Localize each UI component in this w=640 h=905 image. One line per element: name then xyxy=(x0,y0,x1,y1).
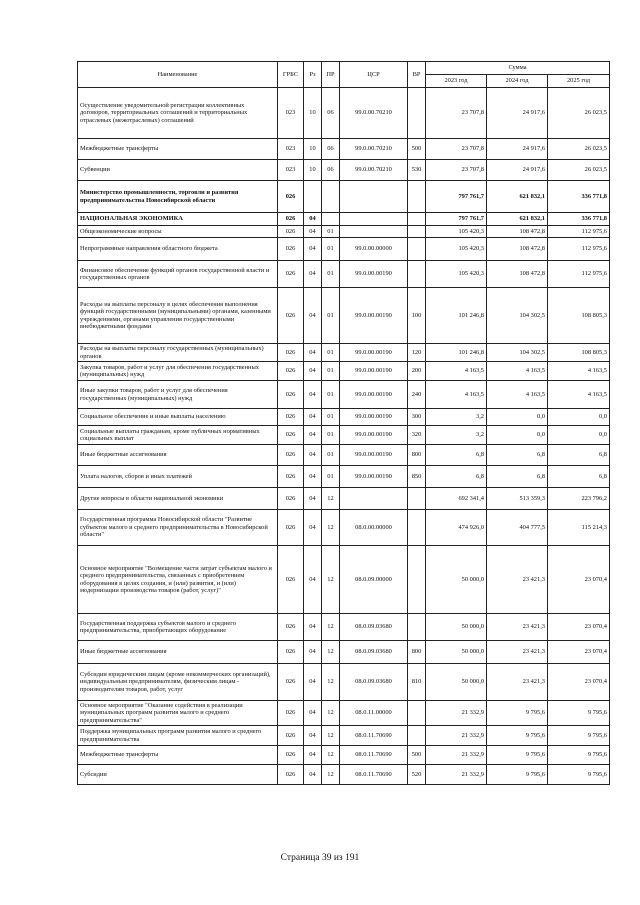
row-value-2025: 112 975,6 xyxy=(548,261,610,288)
row-pr: 01 xyxy=(322,362,340,381)
document-page xyxy=(77,61,609,785)
row-csr: 99.0.00.70210 xyxy=(340,160,408,181)
row-value-2025: 4 163,5 xyxy=(548,381,610,409)
row-vr xyxy=(408,614,426,641)
row-csr: 99.0.00.00190 xyxy=(340,288,408,344)
table-row xyxy=(78,181,610,213)
row-pr: 01 xyxy=(322,466,340,488)
row-rz: 10 xyxy=(304,88,322,139)
row-rz: 04 xyxy=(304,510,322,546)
row-rz: 04 xyxy=(304,409,322,426)
table-row xyxy=(78,409,610,426)
row-rz: 04 xyxy=(304,614,322,641)
row-pr: 12 xyxy=(322,746,340,765)
row-vr: 810 xyxy=(408,664,426,701)
col-header-csr: ЦСР xyxy=(340,62,408,88)
row-value-2024: 108 472,8 xyxy=(487,226,548,238)
row-name: Основное мероприятие "Возмещение части затрат субъектам малого и среднего предпринимательства, связанных с приобретением оборудования в целях создания, и (или) развития, и (или) модернизации производства товаров (работ, услуг)" xyxy=(78,546,278,614)
row-rz: 04 xyxy=(304,226,322,238)
row-value-2023: 105 420,3 xyxy=(426,226,487,238)
row-rz: 04 xyxy=(304,213,322,226)
row-name: Финансовое обеспечение функций органов государственной власти и государственных органов xyxy=(78,261,278,288)
row-csr: 08.0.09.03680 xyxy=(340,664,408,701)
row-value-2024: 9 795,6 xyxy=(487,765,548,785)
row-vr: 800 xyxy=(408,641,426,664)
row-value-2025: 336 771,8 xyxy=(548,181,610,213)
row-csr: 99.0.00.00190 xyxy=(340,426,408,445)
row-vr xyxy=(408,261,426,288)
row-name: Государственная поддержка субъектов малого и среднего предпринимательства, приобретающих оборудование xyxy=(78,614,278,641)
row-pr: 06 xyxy=(322,139,340,160)
row-name: Осуществление уведомительной регистрации коллективных договоров, территориальных соглашений и территориальных отраслевых (межотраслевых) соглашений xyxy=(78,88,278,139)
row-vr xyxy=(408,510,426,546)
row-value-2023: 21 332,9 xyxy=(426,701,487,726)
row-name: Общеэкономические вопросы xyxy=(78,226,278,238)
row-value-2023: 23 707,8 xyxy=(426,139,487,160)
row-name: Поддержка муниципальных программ развития малого и среднего предпринимательства xyxy=(78,726,278,746)
row-vr: 530 xyxy=(408,160,426,181)
row-value-2024: 9 795,6 xyxy=(487,726,548,746)
row-rz: 04 xyxy=(304,488,322,510)
table-row xyxy=(78,261,610,288)
row-pr: 12 xyxy=(322,510,340,546)
row-csr: 08.0.09.03680 xyxy=(340,614,408,641)
row-value-2025: 4 163,5 xyxy=(548,362,610,381)
row-value-2025: 9 795,6 xyxy=(548,701,610,726)
row-vr: 100 xyxy=(408,288,426,344)
row-pr: 01 xyxy=(322,238,340,261)
row-name: Субсидии юридическим лицам (кроме некоммерческих организаций), индивидуальным предпринимателям, физическим лицам - производителям товаров, работ, услуг xyxy=(78,664,278,701)
row-value-2024: 23 421,3 xyxy=(487,664,548,701)
row-name: Расходы на выплаты персоналу государственных (муниципальных) органов xyxy=(78,344,278,362)
row-csr xyxy=(340,213,408,226)
table-row xyxy=(78,546,610,614)
row-pr: 12 xyxy=(322,488,340,510)
row-csr: 99.0.00.70210 xyxy=(340,88,408,139)
row-value-2025: 26 023,5 xyxy=(548,88,610,139)
row-value-2023: 50 000,0 xyxy=(426,664,487,701)
row-grbs: 026 xyxy=(278,466,304,488)
row-name: Субвенции xyxy=(78,160,278,181)
row-value-2024: 0,0 xyxy=(487,409,548,426)
row-value-2025: 23 070,4 xyxy=(548,546,610,614)
row-csr xyxy=(340,181,408,213)
row-grbs: 026 xyxy=(278,344,304,362)
row-grbs: 026 xyxy=(278,614,304,641)
row-pr: 01 xyxy=(322,381,340,409)
table-row xyxy=(78,381,610,409)
row-vr: 520 xyxy=(408,765,426,785)
row-value-2025: 9 795,6 xyxy=(548,746,610,765)
row-value-2024: 6,8 xyxy=(487,466,548,488)
row-grbs: 026 xyxy=(278,181,304,213)
row-value-2023: 105 420,3 xyxy=(426,238,487,261)
row-vr: 320 xyxy=(408,426,426,445)
row-name: Другие вопросы в области национальной экономики xyxy=(78,488,278,510)
row-pr xyxy=(322,181,340,213)
row-value-2024: 24 917,6 xyxy=(487,160,548,181)
budget-table xyxy=(77,61,610,785)
row-rz: 04 xyxy=(304,445,322,466)
row-grbs: 026 xyxy=(278,226,304,238)
table-row xyxy=(78,488,610,510)
row-value-2025: 26 023,5 xyxy=(548,139,610,160)
row-value-2023: 50 000,0 xyxy=(426,641,487,664)
row-value-2024: 24 917,6 xyxy=(487,88,548,139)
row-name: Межбюджетные трансферты xyxy=(78,746,278,765)
row-pr: 01 xyxy=(322,226,340,238)
row-pr: 12 xyxy=(322,664,340,701)
row-value-2023: 21 332,9 xyxy=(426,765,487,785)
table-row xyxy=(78,701,610,726)
row-name: Иные бюджетные ассигнования xyxy=(78,445,278,466)
col-header-2023: 2023 год xyxy=(426,75,487,88)
row-value-2023: 474 926,0 xyxy=(426,510,487,546)
row-grbs: 026 xyxy=(278,726,304,746)
table-row xyxy=(78,139,610,160)
row-vr xyxy=(408,488,426,510)
row-csr: 99.0.00.00190 xyxy=(340,445,408,466)
row-pr: 01 xyxy=(322,445,340,466)
row-value-2023: 21 332,9 xyxy=(426,746,487,765)
row-value-2023: 4 163,5 xyxy=(426,362,487,381)
row-csr: 99.0.00.00190 xyxy=(340,261,408,288)
row-grbs: 026 xyxy=(278,746,304,765)
row-vr: 240 xyxy=(408,381,426,409)
row-grbs: 026 xyxy=(278,288,304,344)
row-pr: 01 xyxy=(322,288,340,344)
row-csr: 08.0.11.70690 xyxy=(340,746,408,765)
row-name: Уплата налогов, сборов и иных платежей xyxy=(78,466,278,488)
row-pr: 12 xyxy=(322,641,340,664)
row-csr: 08.0.09.03680 xyxy=(340,641,408,664)
row-name: Субсидии xyxy=(78,765,278,785)
row-value-2024: 104 302,5 xyxy=(487,344,548,362)
row-vr: 500 xyxy=(408,139,426,160)
table-row xyxy=(78,726,610,746)
row-rz: 04 xyxy=(304,641,322,664)
table-row xyxy=(78,641,610,664)
row-value-2023: 101 246,8 xyxy=(426,344,487,362)
row-rz: 04 xyxy=(304,746,322,765)
row-grbs: 023 xyxy=(278,88,304,139)
row-value-2025: 9 795,6 xyxy=(548,765,610,785)
row-rz xyxy=(304,181,322,213)
row-value-2024: 621 832,1 xyxy=(487,181,548,213)
row-value-2025: 112 975,6 xyxy=(548,226,610,238)
row-csr: 08.0.11.70690 xyxy=(340,726,408,746)
row-rz: 04 xyxy=(304,701,322,726)
row-value-2025: 108 805,3 xyxy=(548,288,610,344)
row-value-2024: 621 832,1 xyxy=(487,213,548,226)
row-grbs: 026 xyxy=(278,641,304,664)
row-value-2024: 24 917,6 xyxy=(487,139,548,160)
row-value-2025: 223 796,2 xyxy=(548,488,610,510)
row-value-2025: 112 975,6 xyxy=(548,238,610,261)
row-rz: 04 xyxy=(304,344,322,362)
row-csr: 08.0.00.00000 xyxy=(340,510,408,546)
row-grbs: 023 xyxy=(278,160,304,181)
row-grbs: 026 xyxy=(278,213,304,226)
row-value-2023: 6,8 xyxy=(426,466,487,488)
table-row xyxy=(78,445,610,466)
row-csr: 99.0.00.00190 xyxy=(340,409,408,426)
row-rz: 10 xyxy=(304,139,322,160)
row-grbs: 026 xyxy=(278,362,304,381)
row-value-2023: 21 332,9 xyxy=(426,726,487,746)
row-grbs: 026 xyxy=(278,488,304,510)
table-row xyxy=(78,160,610,181)
table-row xyxy=(78,765,610,785)
row-value-2025: 115 214,3 xyxy=(548,510,610,546)
row-value-2024: 6,8 xyxy=(487,445,548,466)
row-rz: 10 xyxy=(304,160,322,181)
table-row xyxy=(78,426,610,445)
row-value-2023: 105 420,3 xyxy=(426,261,487,288)
row-value-2023: 3,2 xyxy=(426,409,487,426)
row-value-2023: 50 000,0 xyxy=(426,614,487,641)
row-value-2025: 23 070,4 xyxy=(548,614,610,641)
row-rz: 04 xyxy=(304,546,322,614)
row-rz: 04 xyxy=(304,288,322,344)
row-csr: 08.0.09.00000 xyxy=(340,546,408,614)
row-vr: 850 xyxy=(408,466,426,488)
row-rz: 04 xyxy=(304,381,322,409)
row-grbs: 026 xyxy=(278,701,304,726)
row-vr: 120 xyxy=(408,344,426,362)
row-vr xyxy=(408,546,426,614)
col-header-grbs: ГРБС xyxy=(278,62,304,88)
table-body xyxy=(78,88,610,785)
row-name: Социальные выплаты гражданам, кроме публичных нормативных социальных выплат xyxy=(78,426,278,445)
row-vr xyxy=(408,726,426,746)
row-rz: 04 xyxy=(304,362,322,381)
row-name: Иные бюджетные ассигнования xyxy=(78,641,278,664)
row-pr: 01 xyxy=(322,344,340,362)
row-value-2024: 108 472,8 xyxy=(487,238,548,261)
row-pr: 01 xyxy=(322,261,340,288)
row-value-2025: 0,0 xyxy=(548,426,610,445)
row-csr: 99.0.00.00190 xyxy=(340,362,408,381)
table-row xyxy=(78,344,610,362)
row-name: Основное мероприятие "Оказание содействия в реализации муниципальных программ развития малого и среднего предпринимательства" xyxy=(78,701,278,726)
row-csr: 99.0.00.70210 xyxy=(340,139,408,160)
col-header-name: Наименование xyxy=(78,62,278,88)
row-value-2025: 9 795,6 xyxy=(548,726,610,746)
row-name: Расходы на выплаты персоналу в целях обеспечения выполнения функций государственными (муниципальными) органами, казенными учреждениями, органами управления государственными внебюджетными фондами xyxy=(78,288,278,344)
col-header-pr: ПР xyxy=(322,62,340,88)
row-value-2023: 692 341,4 xyxy=(426,488,487,510)
page-number: Страница 39 из 191 xyxy=(280,853,360,863)
table-row xyxy=(78,288,610,344)
row-vr: 300 xyxy=(408,409,426,426)
row-csr: 99.0.00.00190 xyxy=(340,344,408,362)
row-grbs: 026 xyxy=(278,238,304,261)
row-value-2024: 9 795,6 xyxy=(487,701,548,726)
row-csr: 08.0.11.70690 xyxy=(340,765,408,785)
row-csr xyxy=(340,226,408,238)
col-header-2024: 2024 год xyxy=(487,75,548,88)
row-pr: 12 xyxy=(322,546,340,614)
row-value-2023: 6,8 xyxy=(426,445,487,466)
row-value-2024: 23 421,3 xyxy=(487,614,548,641)
row-pr xyxy=(322,213,340,226)
row-name: Государственная программа Новосибирской области "Развитие субъектов малого и среднего предпринимательства в Новосибирской области" xyxy=(78,510,278,546)
row-value-2024: 23 421,3 xyxy=(487,641,548,664)
row-pr: 01 xyxy=(322,409,340,426)
col-header-vr: ВР xyxy=(408,62,426,88)
row-value-2025: 26 023,5 xyxy=(548,160,610,181)
row-vr: 800 xyxy=(408,445,426,466)
row-value-2023: 797 761,7 xyxy=(426,181,487,213)
row-rz: 04 xyxy=(304,664,322,701)
row-value-2025: 23 070,4 xyxy=(548,641,610,664)
row-name: Межбюджетные трансферты xyxy=(78,139,278,160)
row-grbs: 023 xyxy=(278,139,304,160)
table-row xyxy=(78,510,610,546)
row-pr: 12 xyxy=(322,726,340,746)
table-row xyxy=(78,238,610,261)
row-vr xyxy=(408,226,426,238)
row-pr: 12 xyxy=(322,701,340,726)
row-value-2024: 513 359,3 xyxy=(487,488,548,510)
row-value-2023: 101 246,8 xyxy=(426,288,487,344)
row-value-2025: 108 805,3 xyxy=(548,344,610,362)
row-csr: 99.0.00.00190 xyxy=(340,381,408,409)
row-pr: 12 xyxy=(322,614,340,641)
row-vr xyxy=(408,88,426,139)
row-value-2024: 4 163,5 xyxy=(487,362,548,381)
row-grbs: 026 xyxy=(278,426,304,445)
row-rz: 04 xyxy=(304,466,322,488)
row-value-2024: 23 421,3 xyxy=(487,546,548,614)
row-grbs: 026 xyxy=(278,546,304,614)
row-rz: 04 xyxy=(304,261,322,288)
row-vr xyxy=(408,213,426,226)
row-name: НАЦИОНАЛЬНАЯ ЭКОНОМИКА xyxy=(78,213,278,226)
table-row xyxy=(78,88,610,139)
row-value-2025: 23 070,4 xyxy=(548,664,610,701)
table-row xyxy=(78,213,610,226)
row-pr: 06 xyxy=(322,160,340,181)
row-pr: 12 xyxy=(322,765,340,785)
row-grbs: 026 xyxy=(278,664,304,701)
row-value-2024: 104 302,5 xyxy=(487,288,548,344)
col-header-2025: 2025 год xyxy=(548,75,610,88)
table-row xyxy=(78,362,610,381)
row-vr: 200 xyxy=(408,362,426,381)
row-rz: 04 xyxy=(304,726,322,746)
row-vr xyxy=(408,701,426,726)
row-value-2025: 0,0 xyxy=(548,409,610,426)
row-rz: 04 xyxy=(304,238,322,261)
row-grbs: 026 xyxy=(278,261,304,288)
row-name: Закупка товаров, работ и услуг для обеспечения государственных (муниципальных) нужд xyxy=(78,362,278,381)
row-rz: 04 xyxy=(304,426,322,445)
row-value-2023: 23 707,8 xyxy=(426,160,487,181)
row-value-2024: 4 163,5 xyxy=(487,381,548,409)
row-value-2023: 4 163,5 xyxy=(426,381,487,409)
row-value-2023: 23 707,8 xyxy=(426,88,487,139)
row-value-2023: 797 761,7 xyxy=(426,213,487,226)
col-header-rz: Рз xyxy=(304,62,322,88)
col-header-sum: Сумма xyxy=(426,62,610,75)
table-row xyxy=(78,664,610,701)
row-pr: 01 xyxy=(322,426,340,445)
row-vr xyxy=(408,238,426,261)
row-pr: 06 xyxy=(322,88,340,139)
table-row xyxy=(78,466,610,488)
row-name: Социальное обеспечение и иные выплаты населению xyxy=(78,409,278,426)
row-value-2025: 6,8 xyxy=(548,445,610,466)
row-value-2023: 50 000,0 xyxy=(426,546,487,614)
row-value-2025: 6,8 xyxy=(548,466,610,488)
row-csr xyxy=(340,488,408,510)
row-csr: 99.0.00.00000 xyxy=(340,238,408,261)
row-grbs: 026 xyxy=(278,510,304,546)
row-grbs: 026 xyxy=(278,445,304,466)
row-value-2024: 108 472,8 xyxy=(487,261,548,288)
row-value-2023: 3,2 xyxy=(426,426,487,445)
row-grbs: 026 xyxy=(278,409,304,426)
row-grbs: 026 xyxy=(278,765,304,785)
row-csr: 99.0.00.00190 xyxy=(340,466,408,488)
row-rz: 04 xyxy=(304,765,322,785)
table-row xyxy=(78,746,610,765)
row-value-2025: 336 771,8 xyxy=(548,213,610,226)
row-name: Иные закупки товаров, работ и услуг для обеспечения государственных (муниципальных) нужд xyxy=(78,381,278,409)
row-vr xyxy=(408,181,426,213)
table-row xyxy=(78,614,610,641)
table-row xyxy=(78,226,610,238)
row-value-2024: 404 777,5 xyxy=(487,510,548,546)
row-vr: 500 xyxy=(408,746,426,765)
row-value-2024: 9 795,6 xyxy=(487,746,548,765)
row-csr: 08.0.11.00000 xyxy=(340,701,408,726)
row-name: Министерство промышленности, торговли и развития предпринимательства Новосибирской области xyxy=(78,181,278,213)
row-value-2024: 0,0 xyxy=(487,426,548,445)
row-name: Непрограммные направления областного бюджета xyxy=(78,238,278,261)
row-grbs: 026 xyxy=(278,381,304,409)
